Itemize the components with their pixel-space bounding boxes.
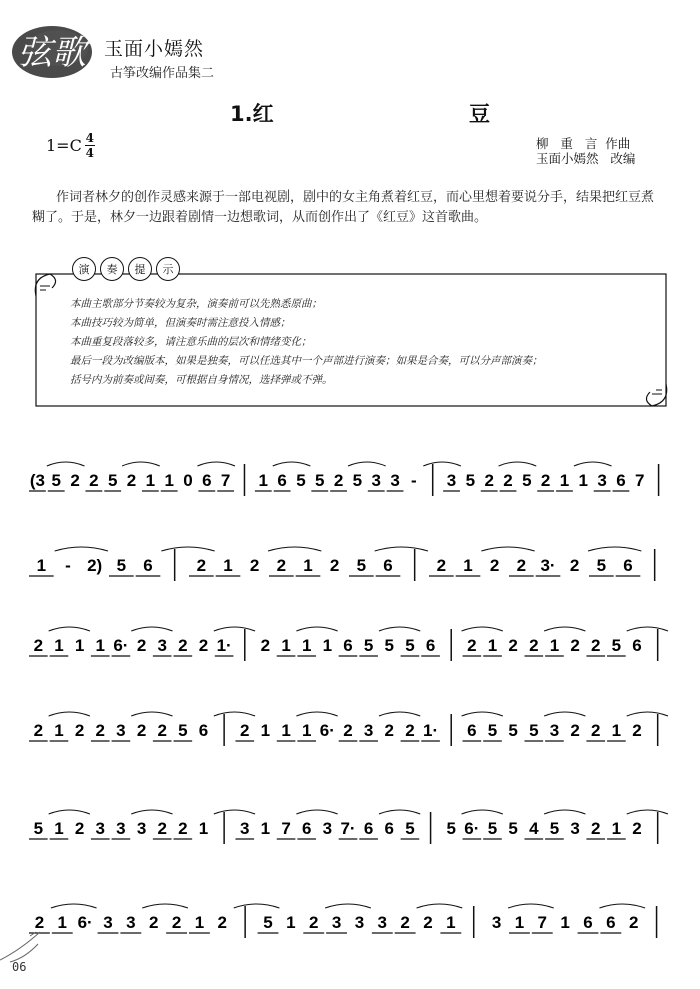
note: 6 <box>277 471 287 490</box>
score-line-5 <box>28 808 668 848</box>
time-bottom: 4 <box>85 146 94 160</box>
slur <box>214 810 255 814</box>
note: - <box>411 471 417 490</box>
logo-text: 弦歌 <box>18 33 86 73</box>
note: 2 <box>591 721 601 740</box>
note: 2 <box>171 913 182 932</box>
note: 1 <box>322 636 333 655</box>
note: 3 <box>549 721 560 740</box>
note: 3 <box>331 913 342 932</box>
note: - <box>65 556 71 575</box>
note: 2 <box>632 721 642 740</box>
song-title-part-2: 豆 <box>469 102 490 126</box>
note: 5 <box>356 556 367 575</box>
note: 6 <box>363 819 374 838</box>
note: 5 <box>508 819 518 838</box>
note: 2 <box>126 471 137 490</box>
note: 7 <box>281 819 291 838</box>
note: 3 <box>126 913 136 932</box>
note: 3 <box>363 721 374 740</box>
slur <box>417 904 463 908</box>
note: 2 <box>33 636 44 655</box>
note: 5 <box>487 721 498 740</box>
note: 2 <box>423 913 433 932</box>
note: 2 <box>503 471 513 490</box>
note: 2 <box>591 819 601 838</box>
note: 6 <box>583 913 593 932</box>
note: 2 <box>384 721 395 740</box>
note: 1 <box>611 819 622 838</box>
note: 5 <box>596 556 607 575</box>
note: 1 <box>145 471 156 490</box>
slur <box>544 627 585 631</box>
note: 5 <box>107 471 118 490</box>
slur <box>379 810 420 814</box>
note: 2 <box>591 636 601 655</box>
note: 5 <box>611 636 622 655</box>
note: 6· <box>113 636 129 655</box>
note: 2 <box>516 556 527 575</box>
note: 3 <box>240 819 250 838</box>
note: 2 <box>570 636 580 655</box>
slur <box>296 712 337 716</box>
slur <box>131 810 172 814</box>
note: 2 <box>329 556 340 575</box>
note: 1· <box>216 636 232 655</box>
note: 7 <box>220 471 231 490</box>
note: 1 <box>164 471 174 490</box>
note: 5 <box>405 636 415 655</box>
slur <box>627 810 668 814</box>
note: 1 <box>286 913 296 932</box>
note: 1 <box>463 556 473 575</box>
note: 1 <box>549 636 560 655</box>
note: 1 <box>54 721 64 740</box>
tips-badge: 奏 <box>100 257 124 281</box>
note: 6 <box>383 556 393 575</box>
song-title <box>230 98 490 128</box>
credits <box>536 136 635 166</box>
note: (3 <box>29 471 45 490</box>
note: 6 <box>143 556 153 575</box>
note: 0 <box>183 471 193 490</box>
note: 2 <box>157 721 167 740</box>
note: 1 <box>260 819 271 838</box>
note: 6 <box>623 556 633 575</box>
slur <box>131 627 172 631</box>
note: 2 <box>570 721 580 740</box>
note: 2 <box>240 721 250 740</box>
slur <box>49 712 90 716</box>
note: 4 <box>529 819 539 838</box>
tip-item: 本曲主歌部分节奏较为复杂，演奏前可以先熟悉原曲； <box>70 298 322 310</box>
note: 6 <box>632 636 642 655</box>
note: 2 <box>628 913 639 932</box>
slur <box>588 547 641 551</box>
note: 2 <box>33 721 44 740</box>
note: 3 <box>491 913 502 932</box>
note: 2 <box>74 819 85 838</box>
note: 2 <box>157 819 167 838</box>
note: 1 <box>260 721 271 740</box>
note: 2 <box>260 636 271 655</box>
note: 5 <box>508 721 518 740</box>
slur <box>544 810 585 814</box>
tips-heading <box>72 257 180 281</box>
note: 3 <box>371 471 381 490</box>
arranger-credit: 玉面小嫣然 改编 <box>536 151 636 166</box>
note: 5 <box>363 636 374 655</box>
note: 1 <box>95 636 105 655</box>
tips-badge: 演 <box>72 257 96 281</box>
slur <box>375 547 428 551</box>
score-line-1 <box>28 460 668 500</box>
slur <box>627 627 668 631</box>
slur <box>234 904 280 908</box>
corner-ornament <box>0 930 60 970</box>
series-logo <box>8 8 100 88</box>
slur <box>49 810 90 814</box>
slur <box>348 462 386 466</box>
slur <box>268 547 321 551</box>
note: 3 <box>95 819 105 838</box>
note: 6 <box>198 721 209 740</box>
note: 6· <box>319 721 335 740</box>
note: 5 <box>487 819 498 838</box>
note: 2 <box>436 556 447 575</box>
note: 6 <box>425 636 436 655</box>
note: 5 <box>384 636 395 655</box>
note: 1 <box>57 913 68 932</box>
key-signature <box>46 132 95 159</box>
note: 1 <box>258 471 269 490</box>
note: 3 <box>136 819 147 838</box>
note: 5 <box>465 471 476 490</box>
note: 1 <box>578 471 589 490</box>
note: 1 <box>559 471 570 490</box>
tip-item: 最后一段为改编版本，如果是独奏，可以任选其中一个声部进行演奏；如果是合奏，可以分声部演奏； <box>70 355 543 367</box>
note: 5 <box>263 913 273 932</box>
tips-badge: 提 <box>128 257 152 281</box>
slur <box>161 547 214 551</box>
note: 5 <box>529 721 539 740</box>
slur <box>544 712 585 716</box>
slur <box>55 547 108 551</box>
slur <box>296 627 337 631</box>
note: 1 <box>281 636 291 655</box>
note: 6 <box>343 636 353 655</box>
slur <box>214 712 255 716</box>
slur <box>51 904 97 908</box>
note: 2 <box>405 721 415 740</box>
tip-item: 本曲重复段落较多，请注意乐曲的层次和情绪变化； <box>70 336 312 348</box>
note: 3 <box>597 471 607 490</box>
note: 3 <box>570 819 580 838</box>
score-line-3 <box>28 625 668 665</box>
slur <box>49 627 90 631</box>
note: 2 <box>276 556 287 575</box>
slur <box>423 462 461 466</box>
note: 3 <box>446 471 457 490</box>
note: 6 <box>384 819 395 838</box>
note: 2 <box>178 819 188 838</box>
series-subtitle: 古筝改编作品集二 <box>110 66 215 81</box>
note: 2 <box>249 556 260 575</box>
note: 3· <box>540 556 556 575</box>
series-title: 玉面小嫣然 <box>104 38 205 60</box>
note: 7 <box>537 913 548 932</box>
note: 2 <box>34 913 45 932</box>
note: 1 <box>560 913 570 932</box>
note: 1 <box>54 819 64 838</box>
note: 5 <box>446 819 456 838</box>
note: 2 <box>198 636 209 655</box>
slur <box>379 712 420 716</box>
note: 5 <box>296 471 306 490</box>
note: 2 <box>333 471 344 490</box>
note: 1 <box>194 913 205 932</box>
slur <box>379 627 420 631</box>
note: 1 <box>303 556 313 575</box>
note: 1 <box>446 913 456 932</box>
slur <box>462 627 503 631</box>
note: 2 <box>70 471 80 490</box>
note: 2 <box>400 913 410 932</box>
composer-credit: 柳 重 言 作曲 <box>536 136 631 151</box>
time-signature <box>85 132 95 159</box>
intro-paragraph: 作词者林夕的创作灵感来源于一部电视剧，剧中的女主角煮着红豆，而心里想着要说分手，结果把红豆煮糊了。于是，林夕一边跟着剧情一边想歌词，从而创作出了《红豆》这首歌曲。 <box>32 190 655 225</box>
note: 2 <box>89 471 99 490</box>
note: 1 <box>301 721 312 740</box>
tip-item: 括号内为前奏或间奏，可根据自身情况，选择弹或不弹。 <box>70 374 333 386</box>
note: 2 <box>217 913 228 932</box>
score-line-6 <box>28 902 668 942</box>
slur <box>462 810 503 814</box>
slur <box>47 462 85 466</box>
key-label: 1=C <box>46 136 82 155</box>
note: 2 <box>136 636 147 655</box>
note: 1 <box>223 556 233 575</box>
note: 5 <box>522 471 532 490</box>
note: 3 <box>354 913 365 932</box>
slur <box>273 462 311 466</box>
note: 6 <box>467 721 477 740</box>
note: 2 <box>196 556 207 575</box>
note: 1 <box>281 721 291 740</box>
tip-item: 本曲技巧较为简单，但演奏时需注意投入情感； <box>70 317 291 329</box>
slur <box>481 547 534 551</box>
note: 5 <box>178 721 188 740</box>
note: 3 <box>377 913 388 932</box>
slur <box>627 712 668 716</box>
note: 2 <box>489 556 500 575</box>
note: 5 <box>352 471 363 490</box>
note: 2) <box>87 556 103 575</box>
note: 2 <box>343 721 353 740</box>
note: 2 <box>178 636 188 655</box>
note: 6· <box>464 819 480 838</box>
note: 2 <box>136 721 147 740</box>
note: 6 <box>616 471 626 490</box>
note: 7· <box>340 819 356 838</box>
tips-badge: 示 <box>156 257 180 281</box>
note: 1 <box>514 913 525 932</box>
slur <box>197 462 235 466</box>
note: 3 <box>390 471 400 490</box>
slur <box>508 904 554 908</box>
tips-list <box>70 295 660 390</box>
note: 2 <box>508 636 518 655</box>
note: 5 <box>116 556 127 575</box>
note: 3 <box>157 636 167 655</box>
note: 3 <box>116 819 126 838</box>
slur <box>599 904 645 908</box>
note: 1 <box>487 636 498 655</box>
note: 7 <box>635 471 645 490</box>
note: 6 <box>301 819 312 838</box>
note: 1 <box>36 556 47 575</box>
note: 1 <box>74 636 85 655</box>
note: 3 <box>116 721 126 740</box>
note: 2 <box>95 721 105 740</box>
slur <box>296 810 337 814</box>
note: 2 <box>467 636 477 655</box>
note: 1· <box>423 721 439 740</box>
slur <box>325 904 371 908</box>
time-top: 4 <box>85 131 94 145</box>
note: 2 <box>540 471 551 490</box>
note: 2 <box>308 913 319 932</box>
slur <box>574 462 612 466</box>
note: 2 <box>484 471 494 490</box>
note: 5 <box>51 471 61 490</box>
note: 3 <box>103 913 113 932</box>
note: 2 <box>569 556 580 575</box>
note: 6 <box>202 471 212 490</box>
note: 1 <box>301 636 312 655</box>
page-number: 06 <box>12 960 27 974</box>
note: 1 <box>54 636 64 655</box>
slur <box>499 462 537 466</box>
note: 2 <box>74 721 85 740</box>
note: 5 <box>33 819 44 838</box>
score-line-4 <box>28 710 668 750</box>
slur <box>462 712 503 716</box>
note: 5 <box>315 471 325 490</box>
note: 1 <box>198 819 209 838</box>
note: 6 <box>606 913 616 932</box>
note: 2 <box>148 913 159 932</box>
note: 5 <box>549 819 560 838</box>
note: 5 <box>405 819 415 838</box>
note: 2 <box>529 636 539 655</box>
note: 2 <box>632 819 642 838</box>
song-title-part-1: 1.红 <box>230 102 274 126</box>
slur <box>131 712 172 716</box>
note: 3 <box>322 819 333 838</box>
note: 1 <box>611 721 622 740</box>
slur <box>214 627 255 631</box>
slur <box>122 462 160 466</box>
score-line-2 <box>28 545 668 585</box>
slur <box>142 904 188 908</box>
note: 6· <box>77 913 93 932</box>
